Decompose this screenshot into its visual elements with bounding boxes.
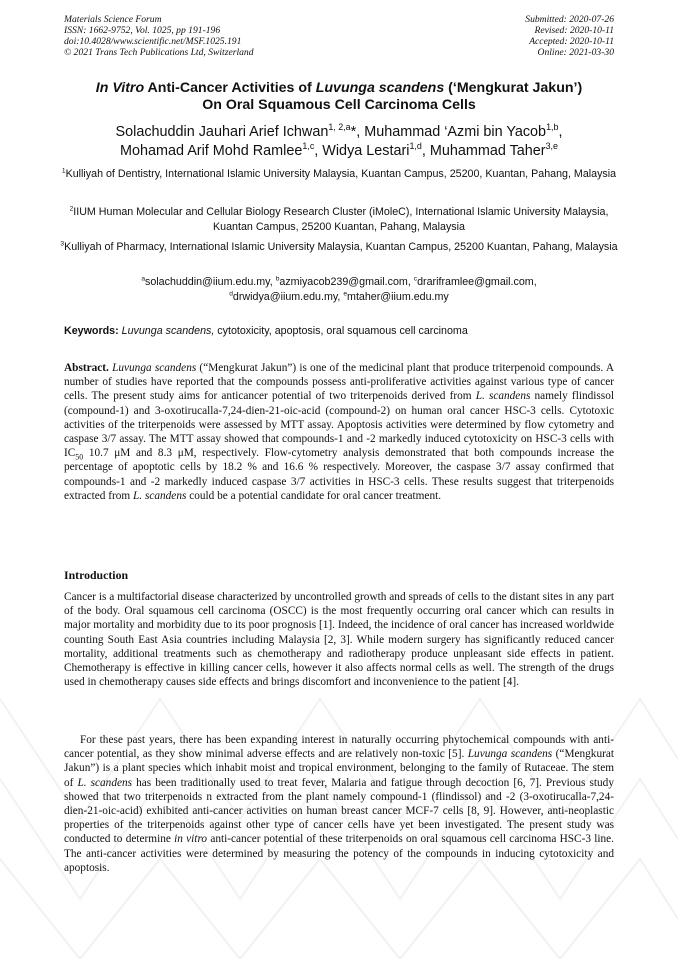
- author-name: Mohamad Arif Mohd Ramlee: [120, 143, 303, 159]
- intro-paragraph-2: For these past years, there has been expanding interest in naturally occurring phytochemical compounds with anti-cancer potential, as they show minimal adverse effects and are relatively non-toxic [5]. Luvunga scandens (“Mengkurat Jakun”) is a plant species which inhabit moist and tropical environment, belonging to the family of Rutaceae. The stem of L. scandens has been traditionally used to treat fever, Malaria and fatigue through decoction [6, 7]. Previous study showed that two triterpenoids n extracted from the plant namely compound-1 (flindissol) and -2 (3-oxotirucalla-7,24-dien-21-oic-acid) exhibited anti-cancer activities on human breast cancer MCF-7 cells [8, 9]. However, anti-neoplastic properties of the triterpenoids against other type of cancer cells have yet been investigated. The present study was conducted to determine in vitro anti-cancer potential of these triterpenoids on oral squamous cell carcinoma HSC-3 line. The anti-cancer activities were determined by measuring the potency of the compounds in inducing cytotoxicity and apoptosis.: [64, 734, 615, 874]
- affiliation-1: $^1$Kulliyah of Dentistry, International Islamic University Malaysia, Kuantan Campus, 25200, Kuantan, Pahang, Malaysia: [61, 167, 617, 180]
- journal-name: Materials Science Forum: [64, 14, 162, 25]
- intro-paragraph-1: Cancer is a multifactorial disease characterized by uncontrolled growth and spreads of cells to the distant sites in any part of the body. Oral squamous cell carcinoma (OSCC) is the most frequently occurring oral cancer which can results in major mortality and morbidity due to its poor prognosis [1]. Indeed, the incidence of oral cancer has increased worldwide counting South East Asia countries including Malaysia [2, 3]. While modern surgery has significantly reduced cancer mortality, additional treatments such as chemotherapy and radiotherapy produce unpleasant side effects in patient. Chemotherapy is effective in killing cancer cells, however it also affects normal cells as well. The strength of the drugs used in chemotherapy causes side effects and brings discomfort and inconvenience to the patient [4].: [64, 591, 614, 689]
- email-link[interactable]: drwidya@iium.edu.my: [232, 291, 338, 303]
- online-date: Online: 2021-03-30: [537, 47, 614, 58]
- author-emails: $^a$solachuddin@iium.edu.my, $^b$azmiyacob239@gmail.com, $^c$drariframl​ee@gmail.com, $^d$drwidya@iium.edu.my, $^e$mtaher@iium.edu.my: [141, 275, 537, 303]
- accepted-date: Accepted: 2020-10-11: [529, 36, 614, 47]
- author-name: Muhammad Taher: [429, 143, 546, 159]
- paper-title: In Vitro Anti-Cancer Activities of Luvunga scandens (‘Mengkurat Jakun’) On Oral Squamous Cell Carcinoma Cells: [95, 80, 583, 113]
- email-link[interactable]: drariframl​ee@gmail.com: [417, 276, 534, 288]
- author-name: Muhammad ‘Azmi bin Yacob: [364, 124, 547, 140]
- affiliation-3: $^3$Kulliyah of Pharmacy, International Islamic University Malaysia, Kuantan Campus, 25200 Kuantan, Pahang, Malaysia: [60, 240, 618, 253]
- author-list: Solachuddin Jauhari Arief Ichwan$^{1, 2,a}$*, Muhammad ‘Azmi bin Yacob$^{1,b}$, Mohamad Arif Mohd Ramlee$^{1,c}$, Widya Lestari$^{1,d}$, Muhammad Taher$^{3,e}$: [115, 122, 563, 159]
- email-link[interactable]: solachuddin@iium.edu.my: [145, 276, 270, 288]
- abstract-label: Abstract.: [64, 362, 109, 374]
- email-link[interactable]: azmiyacob239@gmail.com: [279, 276, 408, 288]
- author-name: Solachuddin Jauhari Arief Ichwan: [115, 124, 329, 140]
- journal-doi: doi:10.4028/www.scientific.net/MSF.1025.191: [64, 36, 242, 47]
- keywords: Keywords: Luvunga scandens, cytotoxicity, apoptosis, oral squamous cell carcinoma: [64, 325, 468, 337]
- affiliation-2: $^2$IIUM Human Molecular and Cellular Biology Research Cluster (iMoleC), International Islamic University Malaysia, Kuantan Campus, 25200 Kuantan, Pahang, Malaysia: [69, 205, 609, 233]
- revised-date: Revised: 2020-10-11: [534, 25, 614, 36]
- email-link[interactable]: mtaher@iium.edu.my: [347, 291, 449, 303]
- journal-header: [64, 14, 254, 58]
- abstract: Abstract. Luvunga scandens (“Mengkurat Jakun”) is one of the medicinal plant that produce triterpenoid compounds. A number of studies have reported that the compounds possess anti-proliferative activities against various type of cancer cells. The present study aims for anticancer potential of two triterpenoids derived from L. scandens namely flindissol (compound-1) and 3-oxotirucalla-7,24-dien-21-oic-acid (compound-2) on human oral cancer HSC-3 cells. Cytotoxic activities of the triterpenoids were assessed by MTT assay. Apoptosis activities were determined by flow cytometry and caspase 3/7 assay. The MTT assay showed that compounds-1 and -2 markedly induced cytotoxicity on HSC-3 cells with $IC_{50}$ 10.7 μM and 8.3 μM, respectively. Flow-cytometry analysis demonstrated that both compounds increase the percentage of apoptotic cells by 18.2 % and 16.6 % respectively. Moreover, the caspase 3/7 assay confirmed that compounds-1 and -2 markedly induced caspase 3/7 activities in HSC-3 cells. These results suggest that triterpenoids extracted from L. scandens could be a potential candidate for oral cancer treatment.: [64, 362, 614, 502]
- journal-copyright: © 2021 Trans Tech Publications Ltd, Switzerland: [64, 47, 254, 58]
- submitted-date: Submitted: 2020-07-26: [525, 14, 614, 25]
- dates-header: [525, 14, 614, 58]
- author-name: Widya Lestari: [322, 143, 410, 159]
- journal-issn: ISSN: 1662-9752, Vol. 1025, pp 191-196: [64, 25, 221, 36]
- watermark-pattern: [0, 639, 678, 959]
- section-heading: Introduction: [64, 568, 129, 582]
